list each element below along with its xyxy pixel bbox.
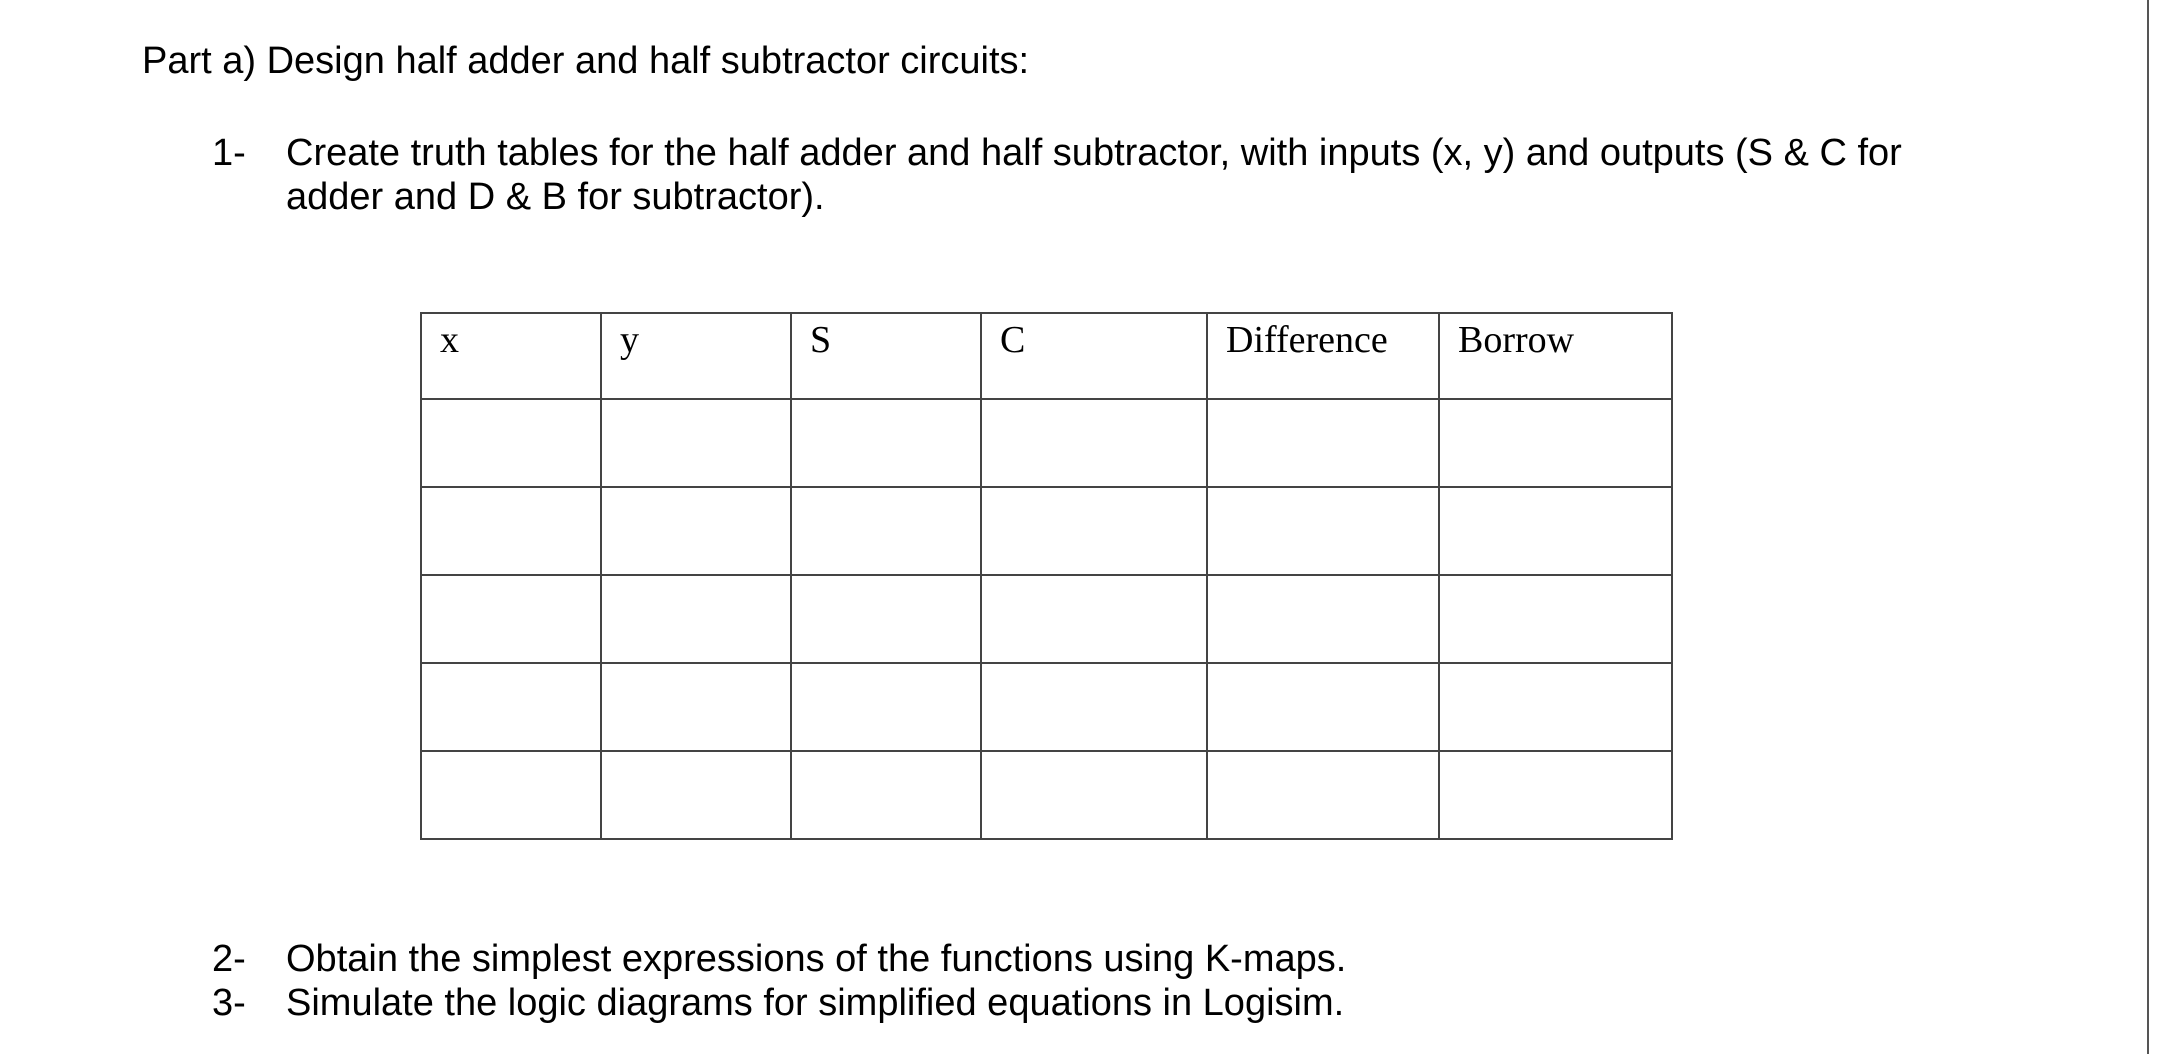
table-cell	[791, 751, 981, 839]
list-item-number: 1-	[212, 132, 246, 174]
table-cell	[421, 751, 601, 839]
truth-table	[420, 312, 1673, 840]
list-item-text: Create truth tables for the half adder and half subtractor, with inputs (x, y) and outputs (S & C for adder and D & B for subtractor).	[286, 132, 1902, 218]
column-header-y: y	[601, 313, 791, 399]
table-cell	[981, 663, 1207, 751]
table-cell	[981, 751, 1207, 839]
table-row	[421, 487, 1672, 575]
column-header-x: x	[421, 313, 601, 399]
table-row	[421, 399, 1672, 487]
table-cell	[421, 663, 601, 751]
table-cell	[1207, 487, 1439, 575]
table-cell	[981, 487, 1207, 575]
list-item-number: 2-	[212, 938, 246, 980]
column-header-borrow: Borrow	[1439, 313, 1672, 399]
table-cell	[601, 399, 791, 487]
list-item-text: Simulate the logic diagrams for simplified equations in Logisim.	[286, 982, 1345, 1024]
list-item-number: 3-	[212, 982, 246, 1024]
list-item-1	[212, 131, 1962, 219]
list-item-text: Obtain the simplest expressions of the functions using K-maps.	[286, 938, 1347, 980]
column-header-difference: Difference	[1207, 313, 1439, 399]
table-cell	[421, 487, 601, 575]
table-cell	[421, 575, 601, 663]
column-header-c: C	[981, 313, 1207, 399]
table-row	[421, 575, 1672, 663]
list-item-3	[212, 981, 1962, 1025]
table-row	[421, 751, 1672, 839]
table-cell	[1207, 751, 1439, 839]
table-cell	[1439, 575, 1672, 663]
table-cell	[1207, 399, 1439, 487]
part-a-heading: Part a) Design half adder and half subtractor circuits:	[142, 40, 1030, 82]
table-cell	[791, 487, 981, 575]
table-row	[421, 663, 1672, 751]
table-cell	[1207, 663, 1439, 751]
table-cell	[421, 399, 601, 487]
table-cell	[1439, 487, 1672, 575]
column-header-s: S	[791, 313, 981, 399]
window-edge-divider	[2147, 0, 2149, 1054]
truth-table-header-row	[421, 313, 1672, 399]
table-cell	[601, 751, 791, 839]
table-cell	[791, 663, 981, 751]
table-cell	[601, 487, 791, 575]
table-cell	[601, 663, 791, 751]
table-cell	[1439, 751, 1672, 839]
table-cell	[981, 575, 1207, 663]
table-cell	[981, 399, 1207, 487]
table-cell	[1439, 663, 1672, 751]
table-cell	[1439, 399, 1672, 487]
list-item-2	[212, 937, 1962, 981]
table-cell	[791, 575, 981, 663]
table-cell	[1207, 575, 1439, 663]
table-cell	[791, 399, 981, 487]
table-cell	[601, 575, 791, 663]
